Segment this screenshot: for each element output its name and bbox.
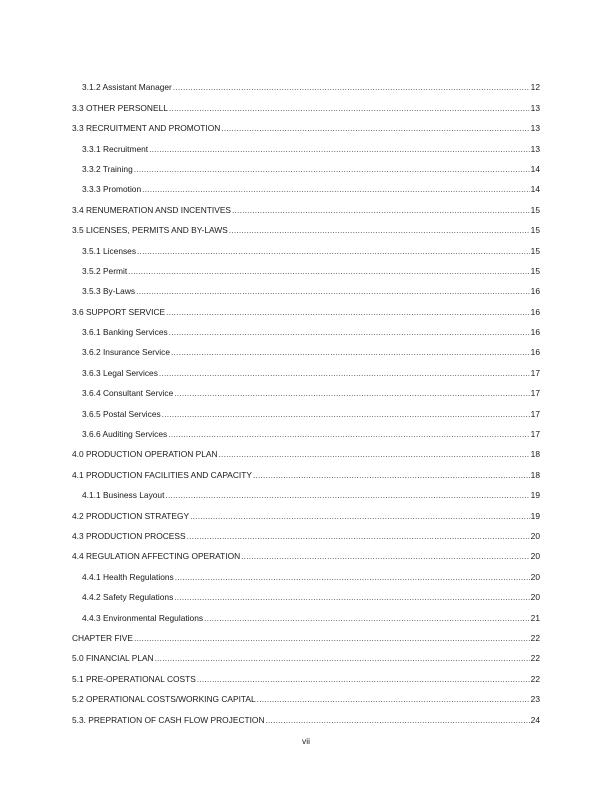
toc-entry[interactable] — [72, 194, 540, 214]
toc-leader-dots — [241, 551, 530, 561]
toc-leader-dots — [173, 82, 530, 92]
toc-entry[interactable] — [72, 500, 540, 520]
toc-entry-page-number: 16 — [530, 327, 540, 338]
page-number: vii — [302, 736, 310, 746]
toc-leader-dots — [159, 368, 530, 378]
toc-entry-page-number: 20 — [530, 592, 540, 603]
toc-entry-title: 4.2 PRODUCTION STRATEGY — [72, 510, 190, 521]
toc-entry-title: 5.3. PREPRATION OF CASH FLOW PROJECTION — [72, 714, 265, 725]
toc-entry[interactable] — [72, 174, 540, 194]
toc-entry[interactable] — [72, 582, 540, 602]
toc-entry-title: 3.3 RECRUITMENT AND PROMOTION — [72, 123, 221, 134]
toc-entry-page-number: 13 — [530, 143, 540, 154]
toc-entry[interactable] — [72, 357, 540, 377]
toc-entry-title: CHAPTER FIVE — [72, 632, 133, 643]
toc-entry[interactable] — [72, 541, 540, 561]
toc-entry[interactable] — [72, 521, 540, 541]
toc-entry-page-number: 23 — [530, 694, 540, 705]
toc-leader-dots — [128, 266, 530, 276]
toc-entry-title: 3.5.1 Licenses — [82, 245, 137, 256]
toc-entry-page-number: 19 — [530, 510, 540, 521]
toc-entry-title: 3.6.6 Auditing Services — [82, 429, 168, 440]
toc-entry-title: 4.3 PRODUCTION PROCESS — [72, 530, 186, 541]
toc-leader-dots — [166, 307, 530, 317]
toc-entry-page-number: 14 — [530, 163, 540, 174]
toc-entry[interactable] — [72, 317, 540, 337]
toc-entry[interactable] — [72, 296, 540, 316]
toc-leader-dots — [219, 449, 530, 459]
toc-entry-title: 5.1 PRE-OPERATIONAL COSTS — [72, 673, 196, 684]
toc-entry[interactable] — [72, 215, 540, 235]
toc-leader-dots — [229, 225, 530, 235]
toc-entry-title: 3.6.1 Banking Services — [82, 327, 168, 338]
toc-entry[interactable] — [72, 133, 540, 153]
toc-entry-title: 3.5.3 By-Laws — [82, 286, 136, 297]
toc-entry-title: 3.6.2 Insurance Service — [82, 347, 170, 358]
toc-entry[interactable] — [72, 480, 540, 500]
toc-leader-dots — [134, 633, 530, 643]
toc-entry[interactable] — [72, 154, 540, 174]
toc-entry-page-number: 16 — [530, 286, 540, 297]
toc-leader-dots — [142, 184, 530, 194]
toc-entry-page-number: 15 — [530, 265, 540, 276]
toc-entry-title: 5.2 OPERATIONAL COSTS/WORKING CAPITAL — [72, 694, 256, 705]
toc-leader-dots — [136, 286, 530, 296]
toc-entry-title: 5.0 FINANCIAL PLAN — [72, 653, 154, 664]
toc-leader-dots — [171, 347, 530, 357]
toc-entry[interactable] — [72, 419, 540, 439]
toc-entry-page-number: 17 — [530, 408, 540, 419]
toc-entry-title: 3.4 RENUMERATION ANSD INCENTIVES — [72, 204, 231, 215]
toc-leader-dots — [204, 613, 530, 623]
toc-entry[interactable] — [72, 439, 540, 459]
toc-entry[interactable] — [72, 459, 540, 479]
toc-entry[interactable] — [72, 235, 540, 255]
toc-entry[interactable] — [72, 623, 540, 643]
toc-entry-page-number: 18 — [530, 449, 540, 460]
toc-entry[interactable] — [72, 113, 540, 133]
toc-entry-page-number: 14 — [530, 184, 540, 195]
toc-entry-page-number: 15 — [530, 204, 540, 215]
toc-entry[interactable] — [72, 378, 540, 398]
toc-entry-page-number: 22 — [530, 632, 540, 643]
toc-entry[interactable] — [72, 684, 540, 704]
toc-entry[interactable] — [72, 92, 540, 112]
toc-entry-page-number: 16 — [530, 306, 540, 317]
toc-leader-dots — [257, 694, 530, 704]
toc-leader-dots — [253, 470, 530, 480]
toc-entry[interactable] — [72, 704, 540, 724]
toc-entry-page-number: 22 — [530, 653, 540, 664]
toc-leader-dots — [266, 715, 530, 725]
toc-entry[interactable] — [72, 602, 540, 622]
toc-leader-dots — [162, 409, 530, 419]
toc-entry-page-number: 20 — [530, 551, 540, 562]
toc-entry-page-number: 15 — [530, 225, 540, 236]
toc-leader-dots — [175, 572, 530, 582]
toc-entry-title: 3.3 OTHER PERSONELL — [72, 102, 168, 113]
toc-entry[interactable] — [72, 72, 540, 92]
toc-leader-dots — [155, 653, 530, 663]
toc-leader-dots — [197, 674, 530, 684]
toc-entry[interactable] — [72, 561, 540, 581]
toc-leader-dots — [134, 164, 530, 174]
toc-leader-dots — [169, 327, 530, 337]
toc-leader-dots — [174, 592, 529, 602]
toc-entry[interactable] — [72, 663, 540, 683]
toc-leader-dots — [174, 388, 529, 398]
toc-entry-title: 3.6.4 Consultant Service — [82, 388, 174, 399]
toc-leader-dots — [232, 205, 530, 215]
toc-entry-page-number: 22 — [530, 673, 540, 684]
toc-entry-page-number: 16 — [530, 347, 540, 358]
toc-entry-title: 3.3.3 Promotion — [82, 184, 142, 195]
toc-entry-title: 3.3.2 Training — [82, 163, 133, 174]
toc-leader-dots — [165, 490, 529, 500]
toc-entry-page-number: 20 — [530, 530, 540, 541]
toc-entry-page-number: 24 — [530, 714, 540, 725]
toc-entry[interactable] — [72, 276, 540, 296]
toc-entry-page-number: 17 — [530, 388, 540, 399]
toc-entry-page-number: 17 — [530, 429, 540, 440]
toc-entry-title: 3.1.2 Assistant Manager — [82, 82, 172, 93]
toc-entry-title: 4.4 REGULATION AFFECTING OPERATION — [72, 551, 241, 562]
toc-entry[interactable] — [72, 337, 540, 357]
toc-entry-title: 3.6 SUPPORT SERVICE — [72, 306, 166, 317]
toc-entry-page-number: 13 — [530, 102, 540, 113]
toc-leader-dots — [221, 123, 529, 133]
toc-entry-page-number: 15 — [530, 245, 540, 256]
toc-leader-dots — [137, 246, 530, 256]
toc-entry[interactable] — [72, 256, 540, 276]
toc-entry-page-number: 12 — [530, 82, 540, 93]
toc-leader-dots — [149, 144, 530, 154]
toc-leader-dots — [168, 429, 529, 439]
toc-entry-title: 3.3.1 Recruitment — [82, 143, 149, 154]
toc-leader-dots — [169, 103, 530, 113]
toc-leader-dots — [187, 531, 530, 541]
toc-entry[interactable] — [72, 643, 540, 663]
toc-entry-title: 4.1.1 Business Layout — [82, 490, 165, 501]
toc-entry-page-number: 21 — [530, 612, 540, 623]
table-of-contents — [72, 72, 540, 725]
toc-entry-page-number: 13 — [530, 123, 540, 134]
toc-entry-page-number: 19 — [530, 490, 540, 501]
toc-entry-title: 3.6.3 Legal Services — [82, 367, 158, 378]
toc-entry-title: 3.6.5 Postal Services — [82, 408, 161, 419]
toc-entry-title: 4.0 PRODUCTION OPERATION PLAN — [72, 449, 218, 460]
toc-leader-dots — [190, 511, 530, 521]
toc-entry-title: 4.4.1 Health Regulations — [82, 571, 174, 582]
toc-entry-title: 4.4.2 Safety Regulations — [82, 592, 174, 603]
toc-entry-page-number: 20 — [530, 571, 540, 582]
toc-entry-title: 3.5.2 Permit — [82, 265, 128, 276]
toc-entry-title: 3.5 LICENSES, PERMITS AND BY-LAWS — [72, 225, 228, 236]
toc-entry[interactable] — [72, 398, 540, 418]
toc-entry-title: 4.1 PRODUCTION FACILITIES AND CAPACITY — [72, 469, 252, 480]
toc-entry-title: 4.4.3 Environmental Regulations — [82, 612, 204, 623]
toc-entry-page-number: 17 — [530, 367, 540, 378]
toc-entry-page-number: 18 — [530, 469, 540, 480]
